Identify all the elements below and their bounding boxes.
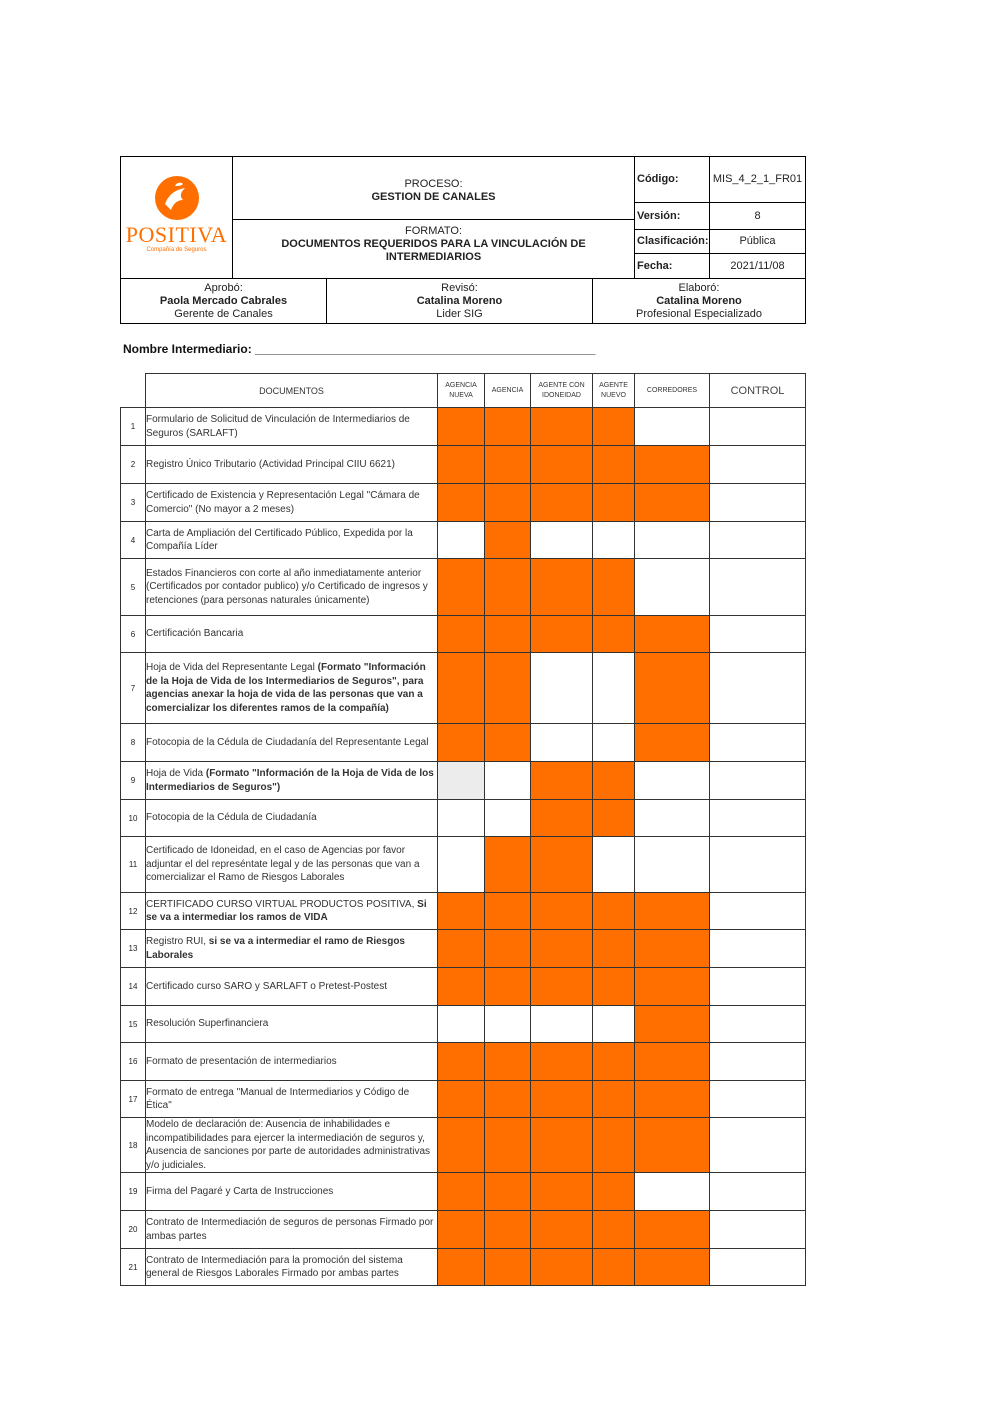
- row-number: 8: [121, 724, 146, 762]
- requirement-cell-agente-idoneidad: [531, 1249, 593, 1286]
- requirement-cell-agente-nuevo: [593, 837, 635, 893]
- document-description-text: Firma del Pagaré y Carta de Instrucciones: [146, 1185, 334, 1197]
- requirement-cell-corredores: [635, 446, 710, 484]
- requirement-cell-agencia: [485, 724, 531, 762]
- approval-aprobo: [120, 278, 327, 324]
- formato-label: FORMATO:: [404, 225, 463, 237]
- requirement-cell-agencia: [485, 522, 531, 559]
- document-description: [146, 724, 438, 762]
- document-description: [146, 837, 438, 893]
- document-description-bold: (Formato "Información de la Hoja de Vida de los Intermediarios de Seguros", para agencias anexar la hoja de vida de las personas que van a comercializar los diferentes ramos de la compañía): [146, 662, 426, 714]
- table-row: [121, 522, 806, 559]
- requirement-cell-agencia-nueva: [438, 1211, 485, 1249]
- requirement-cell-agente-nuevo: [593, 1211, 635, 1249]
- document-description: [146, 1249, 438, 1286]
- document-description: [146, 1211, 438, 1249]
- requirement-cell-corredores: [635, 653, 710, 724]
- requirement-cell-agencia: [485, 968, 531, 1006]
- clasificacion-value: Pública: [709, 229, 806, 254]
- row-number: 14: [121, 968, 146, 1006]
- requirement-cell-agencia: [485, 893, 531, 930]
- requirement-cell-agencia-nueva: [438, 559, 485, 616]
- requirement-cell-agente-idoneidad: [531, 724, 593, 762]
- document-description-text: Contrato de Intermediación de seguros de personas Firmado por ambas partes: [146, 1217, 434, 1242]
- requirement-cell-corredores: [635, 616, 710, 653]
- control-cell[interactable]: [710, 800, 806, 837]
- requirement-cell-agente-idoneidad: [531, 800, 593, 837]
- requirement-cell-agencia-nueva: [438, 653, 485, 724]
- requirement-cell-agente-idoneidad: [531, 893, 593, 930]
- document-description-bold: si se va a intermediar el ramo de Riesgos Laborales: [146, 936, 405, 961]
- approval-name: Catalina Moreno: [656, 294, 742, 307]
- requirement-cell-agente-idoneidad: [531, 1118, 593, 1173]
- requirement-cell-agente-nuevo: [593, 408, 635, 446]
- requirement-cell-agente-nuevo: [593, 446, 635, 484]
- requirement-cell-agencia: [485, 1006, 531, 1043]
- requirement-cell-corredores: [635, 893, 710, 930]
- codigo-label: Código:: [634, 156, 710, 203]
- requirement-cell-agente-nuevo: [593, 800, 635, 837]
- header-agencia-nueva: [438, 374, 485, 408]
- requirement-cell-agente-idoneidad: [531, 1081, 593, 1118]
- row-number: 20: [121, 1211, 146, 1249]
- requirement-cell-agente-idoneidad: [531, 522, 593, 559]
- document-description: [146, 1173, 438, 1211]
- requirement-cell-agente-nuevo: [593, 1081, 635, 1118]
- table-row: [121, 837, 806, 893]
- row-number: 11: [121, 837, 146, 893]
- logo-tagline: Compañía de Seguros: [146, 246, 207, 253]
- version-label: Versión:: [634, 202, 710, 230]
- document-description-text: CERTIFICADO CURSO VIRTUAL PRODUCTOS POSITIVA,: [146, 898, 418, 910]
- requirement-cell-agente-nuevo: [593, 724, 635, 762]
- requirement-cell-agente-idoneidad: [531, 408, 593, 446]
- requirement-cell-agente-nuevo: [593, 653, 635, 724]
- control-cell[interactable]: [710, 1006, 806, 1043]
- document-description-text: Certificado curso SARO y SARLAFT o Pretest-Postest: [146, 980, 388, 992]
- requirement-cell-agencia-nueva: [438, 837, 485, 893]
- row-number: 19: [121, 1173, 146, 1211]
- requirement-cell-agencia: [485, 800, 531, 837]
- header-documentos: DOCUMENTOS: [146, 374, 438, 408]
- requirement-cell-corredores: [635, 522, 710, 559]
- header-agente-idoneidad-line2: IDONEIDAD: [542, 391, 581, 399]
- row-number: 9: [121, 762, 146, 800]
- document-description-text: Formulario de Solicitud de Vinculación de Intermediarios de Seguros (SARLAFT): [146, 414, 410, 439]
- formato-cell: [232, 219, 635, 279]
- table-row: [121, 930, 806, 968]
- proceso-cell: [232, 156, 635, 220]
- requirement-cell-agencia: [485, 1211, 531, 1249]
- requirement-cell-agencia: [485, 1173, 531, 1211]
- formato-value: DOCUMENTOS REQUERIDOS PARA LA VINCULACIÓN DE INTERMEDIARIOS: [281, 238, 586, 263]
- control-cell[interactable]: [710, 446, 806, 484]
- document-description-text: Carta de Ampliación del Certificado Público, Expedida por la Compañía Líder: [146, 527, 413, 552]
- control-cell[interactable]: [710, 930, 806, 968]
- requirement-cell-agencia-nueva: [438, 762, 485, 800]
- fecha-label: Fecha:: [634, 253, 710, 279]
- header-agencia: AGENCIA: [485, 374, 531, 408]
- control-cell[interactable]: [710, 1043, 806, 1081]
- approval-role: Lider SIG: [436, 307, 483, 320]
- requirement-cell-corredores: [635, 930, 710, 968]
- table-row: [121, 893, 806, 930]
- header-agente-nuevo-line1: AGENTE: [599, 381, 628, 389]
- header-agente-idoneidad: [531, 374, 593, 408]
- requirement-cell-agente-nuevo: [593, 1006, 635, 1043]
- row-number: 15: [121, 1006, 146, 1043]
- requirement-cell-agencia: [485, 446, 531, 484]
- requirement-cell-agencia-nueva: [438, 616, 485, 653]
- document-description-text: Certificado de Idoneidad, en el caso de Agencias por favor adjuntar el del represéntate legal y de las personas que van a comercializar el Ramo de Riesgos Laborales: [146, 845, 420, 884]
- requirement-cell-agencia-nueva: [438, 800, 485, 837]
- row-number: 10: [121, 800, 146, 837]
- table-row: [121, 1006, 806, 1043]
- requirement-cell-corredores: [635, 1081, 710, 1118]
- header-agencia-nueva-line2: NUEVA: [449, 391, 473, 399]
- approval-label: Elaboró:: [678, 281, 720, 294]
- requirement-cell-agente-idoneidad: [531, 1043, 593, 1081]
- document-description: [146, 893, 438, 930]
- row-number: 18: [121, 1118, 146, 1173]
- requirement-cell-agencia-nueva: [438, 484, 485, 522]
- document-description: [146, 616, 438, 653]
- requirement-cell-corredores: [635, 1211, 710, 1249]
- requirement-cell-agencia: [485, 559, 531, 616]
- document-description: [146, 800, 438, 837]
- requirement-cell-agencia-nueva: [438, 968, 485, 1006]
- row-number: 13: [121, 930, 146, 968]
- control-cell[interactable]: [710, 559, 806, 616]
- row-number: 21: [121, 1249, 146, 1286]
- row-number: 3: [121, 484, 146, 522]
- table-row: [121, 800, 806, 837]
- logo-text: POSITIVA: [125, 221, 228, 247]
- requirement-cell-agente-idoneidad: [531, 484, 593, 522]
- control-cell[interactable]: [710, 1081, 806, 1118]
- document-description-text: Estados Financieros con corte al año inmediatamente anterior (Certificados por contador publico) y/o Certificado de ingresos y retenciones (para personas naturales únicamente): [146, 567, 428, 606]
- document-description-bold: Si se va a intermediar los ramos de VIDA: [146, 898, 427, 923]
- approval-name: Paola Mercado Cabrales: [159, 294, 288, 307]
- requirement-cell-agencia: [485, 1249, 531, 1286]
- requirement-cell-agencia: [485, 1118, 531, 1173]
- requirement-cell-agente-nuevo: [593, 1118, 635, 1173]
- row-number: 5: [121, 559, 146, 616]
- requirement-cell-agente-nuevo: [593, 968, 635, 1006]
- proceso-value: GESTION DE CANALES: [371, 191, 496, 203]
- document-description: [146, 968, 438, 1006]
- requirement-cell-corredores: [635, 968, 710, 1006]
- approval-role: Gerente de Canales: [174, 307, 273, 320]
- requirement-cell-corredores: [635, 724, 710, 762]
- requirement-cell-agente-nuevo: [593, 1249, 635, 1286]
- document-description: [146, 1043, 438, 1081]
- control-cell[interactable]: [710, 724, 806, 762]
- requirement-cell-agente-idoneidad: [531, 559, 593, 616]
- requirement-cell-corredores: [635, 484, 710, 522]
- approval-role: Profesional Especializado: [636, 307, 762, 320]
- requirement-cell-agencia: [485, 1043, 531, 1081]
- header-corredores: CORREDORES: [635, 374, 710, 408]
- document-description: [146, 653, 438, 724]
- requirement-cell-agente-nuevo: [593, 893, 635, 930]
- table-header-row: [121, 374, 806, 408]
- document-description: [146, 1006, 438, 1043]
- table-row: [121, 1211, 806, 1249]
- header-agente-idoneidad-line1: AGENTE CON: [538, 381, 585, 389]
- requirement-cell-agente-nuevo: [593, 616, 635, 653]
- header-agencia-nueva-line1: AGENCIA: [445, 381, 477, 389]
- requirement-cell-agencia: [485, 653, 531, 724]
- requirement-cell-agente-idoneidad: [531, 837, 593, 893]
- approval-name: Catalina Moreno: [416, 294, 503, 307]
- document-description-text: Formato de entrega "Manual de Intermediarios y Código de Ética": [146, 1086, 410, 1111]
- requirement-cell-corredores: [635, 559, 710, 616]
- requirement-cell-agencia: [485, 762, 531, 800]
- blank-corner: [121, 374, 146, 408]
- control-cell[interactable]: [710, 522, 806, 559]
- document-description-text: Contrato de Intermediación para la promoción del sistema general de Riesgos Laborales Firmado por ambas partes: [146, 1254, 403, 1279]
- requirement-cell-agencia-nueva: [438, 446, 485, 484]
- requirement-cell-agencia: [485, 837, 531, 893]
- row-number: 7: [121, 653, 146, 724]
- requirement-cell-corredores: [635, 800, 710, 837]
- table-row: [121, 968, 806, 1006]
- table-row: [121, 1249, 806, 1286]
- document-description: [146, 522, 438, 559]
- logo-cell: [120, 156, 233, 279]
- requirement-cell-corredores: [635, 837, 710, 893]
- document-description-text: Hoja de Vida del Representante Legal: [146, 662, 318, 673]
- document-description-text: Registro RUI,: [146, 936, 209, 947]
- row-number: 17: [121, 1081, 146, 1118]
- requirement-cell-agente-nuevo: [593, 522, 635, 559]
- document-description-text: Fotocopia de la Cédula de Ciudadanía: [146, 812, 317, 824]
- table-row: [121, 616, 806, 653]
- requirement-cell-agente-idoneidad: [531, 968, 593, 1006]
- requirement-cell-agencia: [485, 930, 531, 968]
- document-description-text: Certificación Bancaria: [146, 628, 244, 640]
- requirement-cell-agente-nuevo: [593, 930, 635, 968]
- table-row: [121, 446, 806, 484]
- approval-reviso: [326, 278, 593, 324]
- row-number: 16: [121, 1043, 146, 1081]
- requirement-cell-agencia-nueva: [438, 724, 485, 762]
- fecha-value: 2021/11/08: [709, 253, 806, 279]
- table-row: [121, 1173, 806, 1211]
- approval-elaboro: [592, 278, 806, 324]
- requirement-cell-agencia-nueva: [438, 1249, 485, 1286]
- document-description-text: Registro Único Tributario (Actividad Principal CIIU 6621): [146, 458, 395, 470]
- document-description-text: Hoja de Vida: [146, 768, 206, 779]
- version-value: 8: [709, 202, 806, 230]
- requirement-cell-agencia: [485, 484, 531, 522]
- requirement-cell-agencia-nueva: [438, 1006, 485, 1043]
- control-cell[interactable]: [710, 408, 806, 446]
- document-description: [146, 1081, 438, 1118]
- table-row: [121, 653, 806, 724]
- requirement-cell-corredores: [635, 1118, 710, 1173]
- table-row: [121, 408, 806, 446]
- control-cell[interactable]: [710, 1249, 806, 1286]
- codigo-value: MIS_4_2_1_FR01: [709, 156, 806, 203]
- requirement-cell-agencia-nueva: [438, 1043, 485, 1081]
- row-number: 1: [121, 408, 146, 446]
- approval-label: Aprobó:: [204, 281, 243, 294]
- requirement-cell-corredores: [635, 1173, 710, 1211]
- requirement-cell-agencia: [485, 616, 531, 653]
- requirement-cell-agente-nuevo: [593, 1173, 635, 1211]
- document-description-text: Certificado de Existencia y Representación Legal "Cámara de Comercio" (No mayor a 2 meses): [146, 490, 420, 515]
- requirement-cell-corredores: [635, 1249, 710, 1286]
- control-cell[interactable]: [710, 1173, 806, 1211]
- table-row: [121, 559, 806, 616]
- document-description: [146, 930, 438, 968]
- row-number: 6: [121, 616, 146, 653]
- requirement-cell-agencia-nueva: [438, 893, 485, 930]
- control-cell[interactable]: [710, 893, 806, 930]
- proceso-label: PROCESO:: [404, 178, 463, 190]
- table-row: [121, 1043, 806, 1081]
- row-number: 4: [121, 522, 146, 559]
- requirement-cell-agencia-nueva: [438, 522, 485, 559]
- header-agente-nuevo-line2: NUEVO: [601, 391, 626, 399]
- approval-label: Revisó:: [441, 281, 478, 294]
- requirement-cell-agencia-nueva: [438, 1173, 485, 1211]
- nombre-intermediario-field[interactable]: Nombre Intermediario: ___________________________________________________: [123, 342, 596, 356]
- requirement-cell-agente-idoneidad: [531, 446, 593, 484]
- document-description-text: Resolución Superfinanciera: [146, 1018, 269, 1030]
- document-description-text: Formato de presentación de intermediarios: [146, 1055, 337, 1067]
- table-row: [121, 1118, 806, 1173]
- clasificacion-label: Clasificación:: [634, 229, 710, 254]
- requirement-cell-agencia: [485, 408, 531, 446]
- requirement-cell-agente-idoneidad: [531, 616, 593, 653]
- row-number: 2: [121, 446, 146, 484]
- requirement-cell-agente-nuevo: [593, 762, 635, 800]
- requirement-cell-corredores: [635, 1006, 710, 1043]
- requirement-cell-agencia-nueva: [438, 930, 485, 968]
- table-row: [121, 724, 806, 762]
- table-row: [121, 762, 806, 800]
- document-description: [146, 484, 438, 522]
- document-description-text: Modelo de declaración de: Ausencia de inhabilidades e incompatibilidades para ejercer la intermediación de seguros y, Ausencia de sanciones por parte de autoridades administrativas y/o judiciales.: [146, 1119, 431, 1171]
- control-cell[interactable]: [710, 1118, 806, 1173]
- requirement-cell-agente-idoneidad: [531, 1173, 593, 1211]
- control-cell[interactable]: [710, 484, 806, 522]
- requirement-cell-corredores: [635, 408, 710, 446]
- requirement-cell-agente-idoneidad: [531, 1006, 593, 1043]
- table-row: [121, 484, 806, 522]
- control-cell[interactable]: [710, 653, 806, 724]
- requirement-cell-corredores: [635, 762, 710, 800]
- requirement-cell-corredores: [635, 1043, 710, 1081]
- control-cell[interactable]: [710, 762, 806, 800]
- requirement-cell-agente-nuevo: [593, 559, 635, 616]
- document-description-bold: (Formato "Información de la Hoja de Vida de los Intermediarios de Seguros"): [146, 768, 434, 793]
- requirement-cell-agente-idoneidad: [531, 930, 593, 968]
- control-cell[interactable]: [710, 968, 806, 1006]
- document-description: [146, 559, 438, 616]
- document-description-text: Fotocopia de la Cédula de Ciudadanía del Representante Legal: [146, 736, 429, 748]
- row-number: 12: [121, 893, 146, 930]
- requirement-cell-agencia-nueva: [438, 408, 485, 446]
- documents-table: [120, 373, 806, 1286]
- control-cell[interactable]: [710, 1211, 806, 1249]
- document-description: [146, 408, 438, 446]
- requirement-cell-agencia: [485, 1081, 531, 1118]
- document-description: [146, 762, 438, 800]
- control-cell[interactable]: [710, 837, 806, 893]
- document-description: [146, 1118, 438, 1173]
- positiva-logo-icon: [151, 174, 203, 222]
- header-agente-nuevo: [593, 374, 635, 408]
- document-description: [146, 446, 438, 484]
- requirement-cell-agente-idoneidad: [531, 762, 593, 800]
- header-control: CONTROL: [710, 374, 806, 408]
- requirement-cell-agente-idoneidad: [531, 653, 593, 724]
- requirement-cell-agente-nuevo: [593, 484, 635, 522]
- requirement-cell-agencia-nueva: [438, 1081, 485, 1118]
- requirement-cell-agencia-nueva: [438, 1118, 485, 1173]
- control-cell[interactable]: [710, 616, 806, 653]
- requirement-cell-agente-nuevo: [593, 1043, 635, 1081]
- documents-table-body: [121, 408, 806, 1286]
- table-row: [121, 1081, 806, 1118]
- requirement-cell-agente-idoneidad: [531, 1211, 593, 1249]
